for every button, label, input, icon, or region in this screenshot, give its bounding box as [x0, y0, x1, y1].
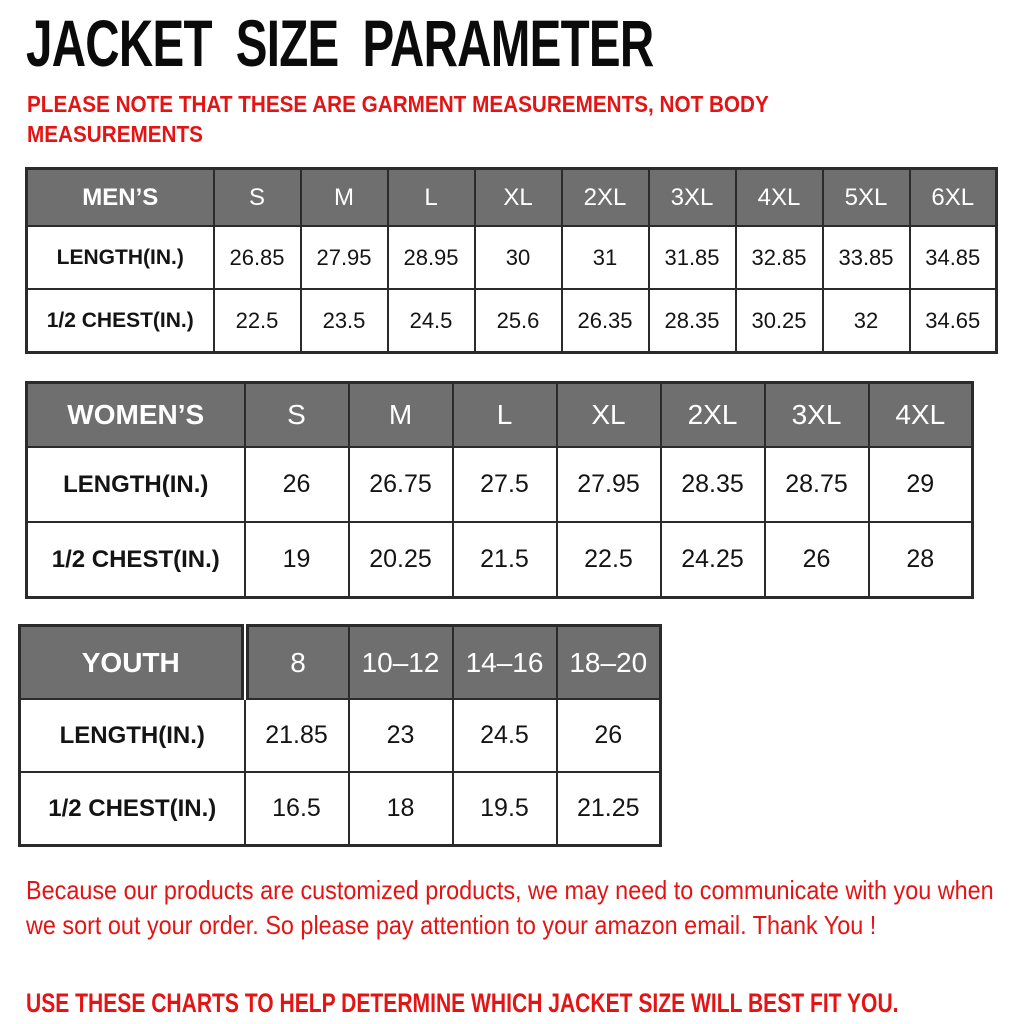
measurement-value: 21.25 [557, 772, 661, 846]
measurement-value: 28.35 [649, 289, 736, 353]
size-column-header: M [301, 169, 388, 227]
mens-header-row [27, 169, 997, 227]
mens-size-table [25, 167, 998, 354]
measurement-value: 31 [562, 226, 649, 289]
chart-usage-note: USE THESE CHARTS TO HELP DETERMINE WHICH JACKET SIZE WILL BEST FIT YOU. [26, 988, 899, 1019]
measurement-value: 20.25 [349, 522, 453, 598]
size-column-header: 3XL [765, 383, 869, 448]
measurement-value: 32 [823, 289, 910, 353]
size-chart-page [0, 6, 1024, 1024]
size-column-header: L [388, 169, 475, 227]
measurement-value: 24.25 [661, 522, 765, 598]
measurement-value: 27.95 [301, 226, 388, 289]
measurement-value: 19.5 [453, 772, 557, 846]
measurement-value: 26.85 [214, 226, 301, 289]
size-column-header: 8 [245, 626, 349, 700]
row-label: LENGTH(IN.) [27, 447, 245, 522]
measurement-value: 31.85 [649, 226, 736, 289]
measurement-value: 23.5 [301, 289, 388, 353]
measurement-row [27, 447, 973, 522]
measurement-value: 21.5 [453, 522, 557, 598]
measurement-value: 24.5 [453, 699, 557, 772]
table-title-cell: MEN’S [27, 169, 214, 227]
measurement-value: 21.85 [245, 699, 349, 772]
size-column-header: 3XL [649, 169, 736, 227]
measurement-value: 34.85 [910, 226, 997, 289]
measurement-value: 26 [245, 447, 349, 522]
measurement-value: 24.5 [388, 289, 475, 353]
measurement-value: 23 [349, 699, 453, 772]
measurement-value: 22.5 [214, 289, 301, 353]
measurement-row [20, 699, 661, 772]
size-column-header: S [245, 383, 349, 448]
measurement-value: 22.5 [557, 522, 661, 598]
measurement-value: 27.5 [453, 447, 557, 522]
womens-size-table [25, 381, 974, 599]
measurement-value: 16.5 [245, 772, 349, 846]
size-column-header: 14–16 [453, 626, 557, 700]
page-title: JACKET SIZE PARAMETER [26, 6, 654, 80]
measurement-row [27, 289, 997, 353]
measurement-value: 26 [557, 699, 661, 772]
measurement-value: 29 [869, 447, 973, 522]
garment-measurement-note: PLEASE NOTE THAT THESE ARE GARMENT MEASUREMENTS, NOT BODY MEASUREMENTS [27, 90, 769, 148]
row-label: 1/2 CHEST(IN.) [20, 772, 245, 846]
table-title-cell: YOUTH [20, 626, 245, 700]
womens-header-row [27, 383, 973, 448]
youth-size-table [18, 624, 662, 847]
measurement-value: 30.25 [736, 289, 823, 353]
measurement-value: 26.75 [349, 447, 453, 522]
size-column-header: S [214, 169, 301, 227]
measurement-value: 28 [869, 522, 973, 598]
measurement-value: 25.6 [475, 289, 562, 353]
size-column-header: 6XL [910, 169, 997, 227]
size-column-header: 18–20 [557, 626, 661, 700]
size-column-header: 10–12 [349, 626, 453, 700]
size-column-header: 4XL [869, 383, 973, 448]
row-label: LENGTH(IN.) [27, 226, 214, 289]
measurement-value: 28.35 [661, 447, 765, 522]
measurement-value: 19 [245, 522, 349, 598]
measurement-value: 28.95 [388, 226, 475, 289]
size-column-header: 2XL [661, 383, 765, 448]
size-column-header: XL [557, 383, 661, 448]
measurement-value: 18 [349, 772, 453, 846]
measurement-row [27, 226, 997, 289]
measurement-row [20, 772, 661, 846]
size-column-header: 5XL [823, 169, 910, 227]
table-title-cell: WOMEN’S [27, 383, 245, 448]
youth-header-row [20, 626, 661, 700]
row-label: 1/2 CHEST(IN.) [27, 522, 245, 598]
measurement-value: 28.75 [765, 447, 869, 522]
measurement-value: 26 [765, 522, 869, 598]
size-column-header: L [453, 383, 557, 448]
size-column-header: 2XL [562, 169, 649, 227]
measurement-value: 34.65 [910, 289, 997, 353]
customization-notice: Because our products are customized products, we may need to communicate with you when we sort out your order. So please pay attention to your amazon email. Thank You ! [26, 875, 994, 940]
measurement-value: 30 [475, 226, 562, 289]
measurement-value: 32.85 [736, 226, 823, 289]
size-column-header: M [349, 383, 453, 448]
measurement-value: 27.95 [557, 447, 661, 522]
row-label: 1/2 CHEST(IN.) [27, 289, 214, 353]
measurement-value: 26.35 [562, 289, 649, 353]
row-label: LENGTH(IN.) [20, 699, 245, 772]
size-column-header: 4XL [736, 169, 823, 227]
size-column-header: XL [475, 169, 562, 227]
measurement-row [27, 522, 973, 598]
measurement-value: 33.85 [823, 226, 910, 289]
